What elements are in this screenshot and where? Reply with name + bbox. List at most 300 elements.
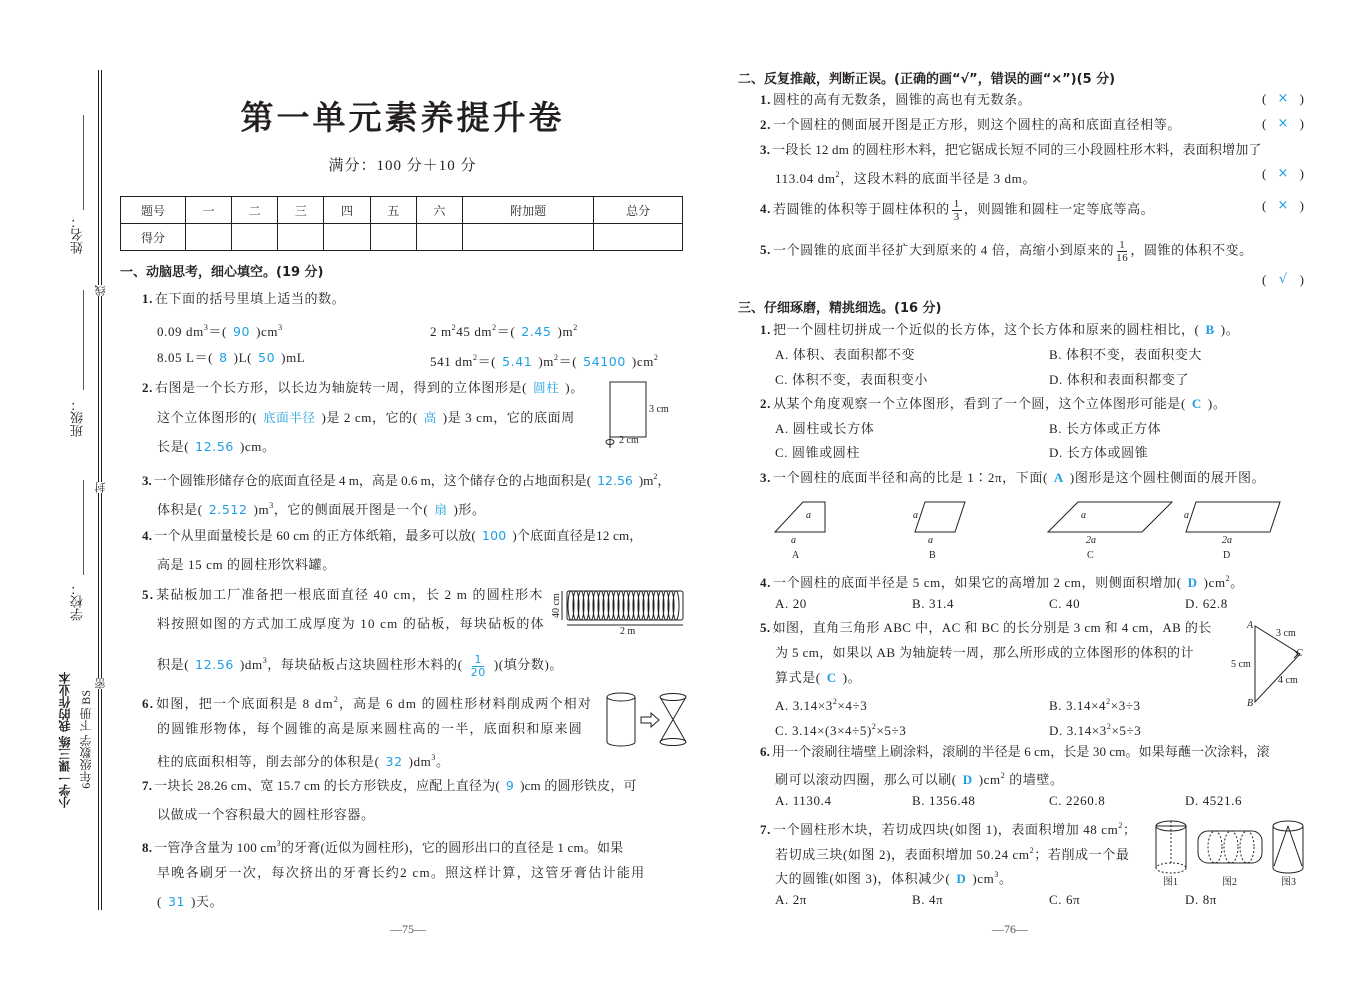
question-line: [760, 395, 1226, 413]
full-score: 满分：100 分＋10 分: [328, 158, 477, 174]
text: 右图是一个长方形，以长边为轴旋转一周，得到的立体图形是(: [154, 380, 528, 395]
score-cell[interactable]: [324, 224, 370, 251]
text: B. 长方体或正方体: [1049, 421, 1162, 436]
question-line: [775, 767, 1064, 789]
table-header: 二: [232, 197, 278, 224]
text: ，高是 6 dm 的圆柱形材料削成两个相对: [338, 696, 593, 711]
log-slice: [673, 591, 679, 620]
answer: ×: [1277, 198, 1289, 213]
answer: 高: [423, 410, 437, 425]
superscript: 2: [871, 722, 877, 731]
text: ＝(: [477, 354, 497, 369]
text: D. 62.8: [1185, 596, 1228, 611]
text: 一个圆锥形储存仓的底面直径是 4 m，高是 0.6 m，这个储存仓的占地面积是(: [153, 473, 592, 488]
text: ＝(: [558, 354, 578, 369]
text: ×4÷3: [837, 698, 868, 713]
option: [1049, 792, 1105, 810]
table-row: [121, 224, 683, 251]
cut-mark: 密: [95, 678, 107, 689]
answer: 9: [505, 778, 515, 793]
text: )cm: [978, 772, 1001, 787]
numerator: 1: [1119, 239, 1126, 251]
base-label: 2a: [1222, 535, 1232, 546]
text: 一个圆柱的侧面展开图是正方形，则这个圆柱的高和底面直径相等。: [772, 117, 1181, 132]
superscript: 3: [994, 870, 999, 879]
text: 算式是(: [775, 670, 821, 685]
option: [775, 693, 867, 715]
vertex-label: C: [1296, 648, 1303, 659]
log-slice: [658, 591, 664, 620]
superscript: 3: [431, 753, 436, 762]
option: [775, 346, 915, 364]
text: C. 40: [1049, 596, 1081, 611]
text: 。: [1230, 575, 1244, 590]
question-line: [430, 349, 659, 371]
log-slice: [613, 591, 619, 620]
cut-mark: 封: [95, 482, 107, 493]
answer: 50: [258, 350, 276, 365]
text: 一个圆柱的底面半径是 5 cm，如果它的高增加 2 cm，则侧面积增加(: [772, 575, 1182, 590]
question-line: [760, 743, 1270, 761]
text: 体积是(: [157, 502, 203, 517]
text: )m: [557, 324, 574, 339]
answer-fraction: [465, 654, 492, 679]
text: 如图，直角三角形 ABC 中，AC 和 BC 的长分别是 3 cm 和 4 cm，AB 的长: [772, 620, 1212, 635]
superscript: 2: [835, 170, 841, 179]
edition-label: 6年级数学 下册 BS: [79, 690, 93, 789]
answer: A: [1053, 470, 1064, 485]
numerator: 1: [953, 198, 960, 210]
name-label: 姓名：: [70, 215, 85, 254]
text: 早晚各刷牙一次，每次挤出的牙膏长约2 cm。照这样计算，这管牙膏估计能用: [157, 865, 646, 880]
superscript: 3: [276, 839, 281, 848]
text: 如图，把一个底面积是 8 dm: [156, 696, 334, 711]
table-header: 六: [416, 197, 462, 224]
question-number: 1.: [760, 322, 771, 337]
page-number: —76—: [992, 922, 1028, 936]
question-number: 2.: [142, 380, 153, 395]
figure-caption: 图3: [1281, 877, 1296, 888]
parallelogram-options: [775, 502, 1280, 561]
option: [775, 792, 832, 810]
question-line: [157, 409, 575, 427]
question-line: [157, 497, 486, 519]
option-letter: A: [792, 550, 800, 561]
school-label: 学校：: [70, 582, 85, 621]
text: )cm。: [239, 439, 276, 454]
answer: 100: [481, 528, 507, 543]
question-line: [142, 379, 584, 397]
text: 柱的底面积相等，削去部分的体积是(: [157, 754, 380, 769]
page-number: —75—: [390, 922, 426, 936]
answer: 底面半径: [263, 410, 316, 425]
superscript: 2: [1225, 574, 1231, 583]
answer: D: [1187, 575, 1198, 590]
text: )。: [1207, 396, 1227, 411]
question-line: [142, 290, 345, 308]
denominator: 3: [953, 211, 960, 223]
denominator: 16: [1116, 252, 1129, 264]
question-line: [142, 468, 670, 490]
answer: B: [1205, 322, 1215, 337]
question-line: [760, 469, 1265, 487]
question-line: [775, 669, 861, 687]
question-line: [157, 893, 223, 911]
log-slice: [663, 591, 669, 620]
answer: 32: [385, 754, 403, 769]
log-slice: [618, 591, 624, 620]
rect-width-label: 2 cm: [619, 435, 639, 446]
text: )个底面直径是12 cm，: [512, 528, 643, 543]
text: 在下面的括号里填上适当的数。: [154, 291, 346, 306]
option: [775, 420, 874, 438]
log-slice: [578, 591, 584, 620]
side-label: a: [1184, 510, 1189, 521]
section-heading: 一、动脑思考，细心填空。(19 分): [120, 265, 324, 280]
text: 把一个圆柱切拼成一个近似的长方体，这个长方体和原来的圆柱相比，(: [772, 322, 1200, 337]
text: C. 6π: [1049, 892, 1081, 907]
question-number: 2.: [760, 396, 771, 411]
figure-caption: 图2: [1222, 877, 1237, 888]
option: [775, 444, 860, 462]
question-number: 4.: [760, 575, 771, 590]
base-label: a: [928, 535, 933, 546]
text: ，这段木料的底面半径是 3 dm。: [840, 171, 1036, 186]
text: ，圆锥的体积不变。: [1130, 242, 1253, 258]
rect-height-label: 3 cm: [649, 404, 669, 415]
text: A. 2π: [775, 892, 807, 907]
question-number: 5.: [760, 620, 771, 635]
text: D. 4521.6: [1185, 793, 1243, 808]
option: [912, 891, 943, 909]
text: )是 2 cm，它的(: [321, 410, 418, 425]
answer: √: [1278, 272, 1288, 287]
text: (: [157, 894, 162, 909]
text: B. 3.14×4: [1049, 698, 1107, 713]
text: ×3÷3: [1110, 698, 1141, 713]
log-slice: [668, 591, 674, 620]
text: 0.09 dm: [157, 324, 204, 339]
answer: 2.45: [521, 324, 552, 339]
log-slice: [583, 591, 589, 620]
school-field[interactable]: [83, 480, 84, 575]
text: 高是 15 cm 的圆柱形饮料罐。: [157, 557, 336, 572]
option-letter: D: [1223, 550, 1231, 561]
text: 8.05 L＝(: [157, 350, 214, 365]
side-label: a: [1081, 510, 1086, 521]
text: 113.04 dm: [775, 171, 836, 186]
superscript: 2: [832, 697, 838, 706]
superscript: 2: [554, 353, 559, 362]
base-label: a: [791, 535, 796, 546]
log-slice: [608, 591, 614, 620]
superscript: 2: [1029, 846, 1035, 855]
option: [1049, 371, 1189, 389]
question-number: 5.: [760, 242, 771, 258]
log-slice: [603, 591, 609, 620]
score-cell[interactable]: [370, 224, 416, 251]
text: D. 8π: [1185, 892, 1217, 907]
log-slice: [653, 591, 659, 620]
text: 从某个角度观察一个立体图形，看到了一个圆，这个立体图形可能是(: [772, 396, 1186, 411]
question-number: 5.: [142, 587, 155, 602]
log-slice: [573, 591, 579, 620]
score-cell[interactable]: [462, 224, 593, 251]
answer: D: [956, 871, 967, 886]
score-cell[interactable]: [232, 224, 278, 251]
option: [1185, 891, 1217, 909]
text: A. 体积、表面积都不变: [775, 347, 916, 362]
text: ×5÷3: [1111, 723, 1142, 738]
log-length-label: 2 m: [620, 626, 636, 637]
question-line: [142, 777, 637, 795]
log-figure: [551, 591, 683, 637]
score-cell[interactable]: [594, 224, 683, 251]
question-line: [760, 198, 1154, 223]
text: 若切成三块(如图 2)，表面积增加 50.24 cm: [775, 847, 1030, 862]
answer: 扇: [434, 502, 448, 517]
text: 为 5 cm，如果以 AB 为轴旋转一周，那么所形成的立体图形的体积的计: [775, 645, 1194, 660]
text: 一段长 12 dm 的圆柱形木料，把它锯成长短不同的三小段圆柱形木料，表面积增加了: [772, 142, 1262, 157]
option: [912, 595, 954, 613]
question-line: [157, 556, 336, 574]
text: C. 体积不变，表面积变小: [775, 372, 928, 387]
base-label: 2a: [1086, 535, 1096, 546]
text: )天。: [191, 894, 224, 909]
text: A. 3.14×3: [775, 698, 833, 713]
log-slice: [598, 591, 604, 620]
log-slice: [623, 591, 629, 620]
question-number: 4.: [760, 201, 771, 217]
answer: 54100: [583, 354, 626, 369]
answer: 31: [167, 894, 186, 909]
option-letter: B: [929, 550, 936, 561]
question-line: [142, 527, 642, 545]
log-diameter-label: 40 cm: [551, 593, 562, 618]
text: D. 3.14×3: [1049, 723, 1107, 738]
question-line: [157, 806, 375, 824]
text: 一个圆锥的底面半径扩大到原来的 4 倍，高缩小到原来的: [772, 242, 1115, 258]
question-line: [430, 319, 578, 341]
text: 一个从里面量棱长是 60 cm 的正方体纸箱，最多可以放(: [154, 528, 476, 543]
answer: ×: [1277, 166, 1289, 181]
text: )dm: [408, 754, 432, 769]
superscript: 2: [1000, 771, 1006, 780]
question-line: [775, 866, 1013, 888]
text: ，: [657, 473, 671, 488]
text: )m: [638, 473, 654, 488]
text: 刷可以滚动四圈，那么可以刷(: [775, 772, 957, 787]
log-slice: [648, 591, 654, 620]
class-field[interactable]: [83, 290, 84, 390]
text: )L(: [233, 350, 253, 365]
superscript: 2: [472, 353, 478, 362]
log-slice: [588, 591, 594, 620]
question-line: [157, 749, 450, 771]
superscript: 3: [278, 323, 283, 332]
question-line: [760, 321, 1239, 339]
section-heading: 三、仔细琢磨，精挑细选。(16 分): [738, 301, 942, 316]
text: 这个立体图形的(: [157, 410, 258, 425]
superscript: 2: [1106, 697, 1111, 706]
question-line: [775, 166, 1036, 188]
option-letter: C: [1087, 550, 1094, 561]
text: )cm 的圆形铁皮，可: [520, 778, 637, 793]
brand-logo: 小学一课三练 我的作业本: [58, 672, 72, 809]
judgment-answer: ( × ): [1262, 116, 1304, 131]
question-line: [760, 116, 1181, 134]
table-header: 三: [278, 197, 324, 224]
class-label: 班级：: [70, 398, 85, 437]
question-line: [775, 842, 1129, 864]
text: 以做成一个容积最大的圆柱形容器。: [157, 807, 375, 822]
vertex-label: A: [1247, 620, 1254, 631]
triangle-figure: [1231, 620, 1303, 709]
text: ；若削成一个最: [1034, 847, 1130, 862]
question-number: 6.: [760, 744, 770, 759]
text: )m: [253, 502, 270, 517]
text: )。: [1220, 322, 1240, 337]
text: 用一个滚刷往墙壁上刷涂料，滚刷的半径是 6 cm，长是 30 cm。如果每蘸一次涂料，滚: [771, 744, 1270, 759]
text: C. 2260.8: [1049, 793, 1106, 808]
judgment-answer: ( √ ): [1262, 272, 1304, 287]
table-header: 总分: [594, 197, 683, 224]
parallelogram-option: [775, 502, 825, 532]
superscript: 2: [1118, 821, 1123, 830]
answer: 12.56: [195, 657, 234, 672]
answer: C: [826, 670, 837, 685]
score-cell[interactable]: [186, 224, 232, 251]
question-line: [157, 720, 583, 738]
score-cell[interactable]: [416, 224, 462, 251]
superscript: 3: [203, 323, 209, 332]
answer: 12.56: [597, 473, 633, 488]
text: )图形是这个圆柱侧面的展开图。: [1069, 470, 1266, 485]
question-line: [157, 438, 276, 456]
option: [775, 718, 906, 740]
text: 料按照如图的方式加工成厚度为 10 cm 的砧板，每块砧板的体: [157, 616, 545, 631]
question-line: [157, 652, 563, 679]
log-slice: [628, 591, 634, 620]
denominator: 20: [470, 665, 486, 679]
text: D. 体积和表面积都变了: [1049, 372, 1190, 387]
superscript: 2: [451, 323, 457, 332]
question-number: 3.: [760, 470, 771, 485]
text: 的牙膏(近似为圆柱形)，它的圆形出口的直径是 1 cm。如果: [280, 840, 624, 855]
log-slice: [643, 591, 649, 620]
question-number: 1.: [760, 92, 771, 107]
option: [775, 891, 807, 909]
text: 长是(: [157, 439, 190, 454]
text: B. 1356.48: [912, 793, 976, 808]
text: 45 dm: [456, 324, 493, 339]
score-table: [120, 196, 683, 251]
question-line: [760, 570, 1244, 592]
side-label: 4 cm: [1278, 675, 1298, 686]
question-number: 6.: [142, 696, 155, 711]
question-line: [157, 864, 645, 882]
question-line: [760, 817, 1137, 839]
score-cell[interactable]: [278, 224, 324, 251]
table-header: 题号: [121, 197, 186, 224]
option: [775, 595, 807, 613]
answer: 5.41: [502, 354, 533, 369]
option: [1049, 346, 1202, 364]
text: 一管净含量为 100 cm: [154, 840, 277, 855]
text: 2 m: [430, 324, 452, 339]
text: B. 体积不变，表面积变大: [1049, 347, 1202, 362]
option: [1049, 693, 1141, 715]
option: [1049, 420, 1161, 438]
answer: C: [1191, 396, 1202, 411]
log-slice: [568, 591, 574, 620]
text: C. 3.14×(3×4÷5): [775, 723, 872, 738]
rectangle-figure: [606, 382, 669, 448]
answer: 12.56: [195, 439, 234, 454]
table-header: 四: [324, 197, 370, 224]
log-slice: [593, 591, 599, 620]
text: )。: [842, 670, 862, 685]
question-line: [142, 586, 544, 604]
judgment-answer: ( × ): [1262, 91, 1304, 106]
text: 一个圆柱形木块，若切成四块(如图 1)，表面积增加 48 cm: [772, 822, 1119, 837]
question-number: 3.: [142, 473, 152, 488]
text: 大的圆锥(如图 3)，体积减少(: [775, 871, 951, 886]
text: B. 31.4: [912, 596, 955, 611]
answer: 圆柱: [533, 380, 560, 395]
vertex-label: B: [1247, 698, 1254, 709]
text: A. 20: [775, 596, 807, 611]
question-line: [142, 835, 623, 857]
question-line: [760, 239, 1253, 264]
option: [1185, 792, 1242, 810]
option: [1185, 595, 1228, 613]
text: A. 圆柱或长方体: [775, 421, 875, 436]
parallelogram-option: [915, 502, 965, 532]
text: ＝(: [208, 324, 227, 339]
text: )是 3 cm，它的底面周: [442, 410, 575, 425]
text: )cm: [256, 324, 279, 339]
parallelogram-option: [1048, 502, 1172, 532]
text: ，每块砧板占这块圆柱形木料的(: [267, 657, 463, 672]
question-line: [157, 319, 283, 341]
figure-caption: 图1: [1163, 877, 1178, 888]
text: 541 dm: [430, 354, 473, 369]
log-slice: [638, 591, 644, 620]
option: [1049, 718, 1141, 740]
text: )(填分数)。: [493, 657, 564, 672]
superscript: 3: [262, 656, 268, 665]
text: 圆柱的高有无数条，圆锥的高也有无数条。: [772, 92, 1032, 107]
cylinder-to-cones-figure: [607, 693, 686, 746]
superscript: 2: [573, 323, 578, 332]
text: 某砧板加工厂准备把一根底面直径 40 cm，长 2 m 的圆柱形木: [156, 587, 544, 602]
question-number: 7.: [760, 822, 771, 837]
text: )mL: [281, 350, 306, 365]
text: ，则圆锥和圆柱一定等底等高。: [963, 201, 1155, 217]
text: )m: [538, 354, 554, 369]
text: )cm: [972, 871, 995, 886]
answer: D: [962, 772, 973, 787]
cylinder-figures: [1156, 821, 1303, 888]
judgment-answer: ( × ): [1262, 198, 1304, 213]
text: )cm: [1203, 575, 1226, 590]
text: )cm: [631, 354, 654, 369]
question-number: 3.: [760, 142, 771, 157]
answer: 2.512: [208, 502, 248, 517]
text: )dm: [239, 657, 263, 672]
section-heading: 二、反复推敲，判断正误。(正确的画“√”，错误的画“×”)(5 分): [738, 72, 1116, 87]
